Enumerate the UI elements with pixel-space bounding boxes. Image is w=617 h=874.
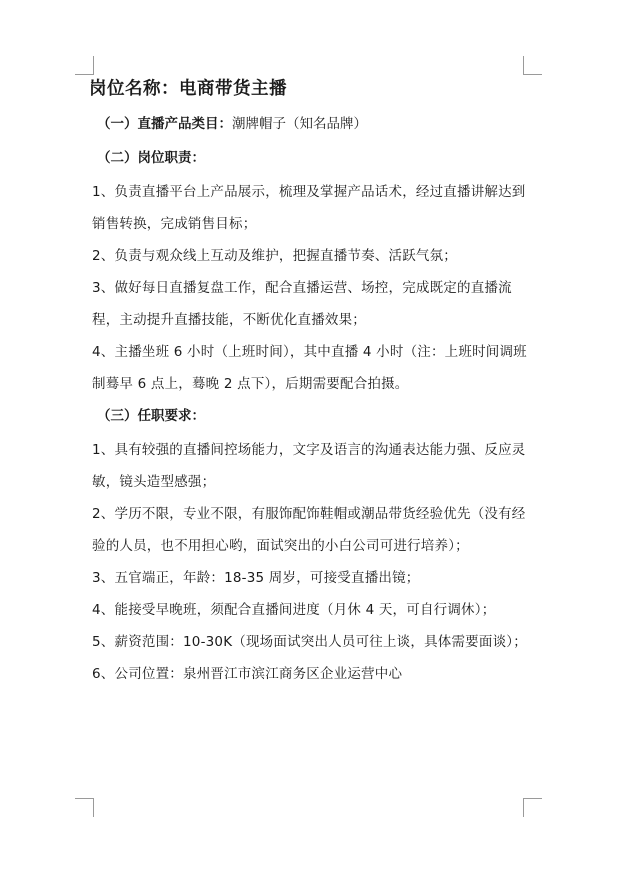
document-body <box>89 74 532 690</box>
list-item: 3、做好每日直播复盘工作，配合直播运营、场控，完成既定的直播流程，主动提升直播技能，不断优化直播效果； <box>92 280 512 328</box>
list-item: 3、五官端正，年龄：18-35 周岁，可接受直播出镜； <box>92 570 420 586</box>
list-item: 1、负责直播平台上产品展示，梳理及掌握产品话术，经过直播讲解达到销售转换，完成销售目标； <box>92 184 526 232</box>
crop-mark-top-right <box>523 56 542 75</box>
section-heading: （二）岗位职责： <box>97 150 205 166</box>
page-title: 岗位名称：电商带货主播 <box>89 79 287 99</box>
section-heading: （一）直播产品类目： <box>97 116 232 132</box>
section-heading: （三）任职要求： <box>97 408 205 424</box>
crop-mark-top-left <box>75 56 94 75</box>
section-product-category <box>97 110 532 138</box>
list-item: 1、具有较强的直播间控场能力，文字及语言的沟通表达能力强、反应灵敏，镜头造型感强； <box>92 442 526 490</box>
list-item: 4、能接受早晚班，须配合直播间进度（月休 4 天，可自行调休）； <box>92 602 496 618</box>
list-item: 2、负责与观众线上互动及维护，把握直播节奏、活跃气氛； <box>92 248 457 264</box>
crop-mark-bottom-left <box>75 798 94 817</box>
crop-mark-bottom-right <box>523 798 542 817</box>
list-item: 5、薪资范围：10-30K（现场面试突出人员可往上谈，具体需要面谈）； <box>92 634 527 650</box>
list-item: 6、公司位置：泉州晋江市滨江商务区企业运营中心 <box>92 666 403 682</box>
section-value: 潮牌帽子（知名品牌） <box>232 116 367 132</box>
list-item: 4、主播坐班 6 小时（上班时间），其中直播 4 小时（注：上班时间调班制蓦早 6 点上，蓦晚 2 点下），后期需要配合拍摄。 <box>92 344 527 392</box>
list-item: 2、学历不限，专业不限，有服饰配饰鞋帽或潮品带货经验优先（没有经验的人员，也不用担心哟，面试突出的小白公司可进行培养）； <box>92 506 526 554</box>
